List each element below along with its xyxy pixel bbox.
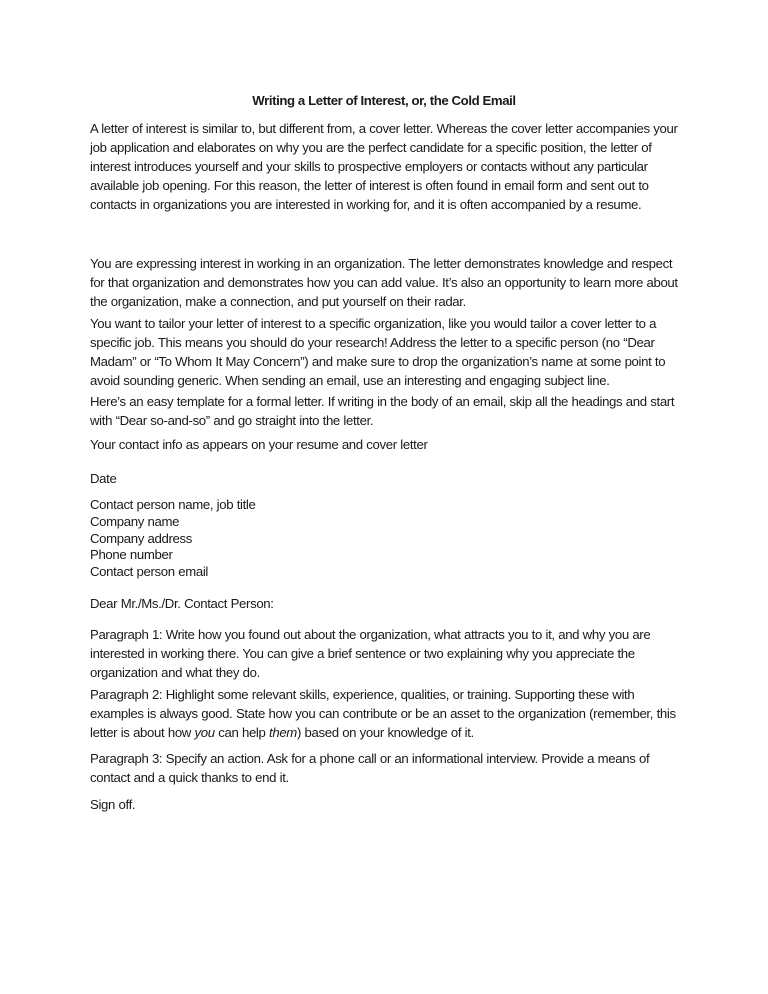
- paragraph-2-emphasis-them: them: [269, 725, 297, 740]
- template-date: Date: [90, 471, 117, 486]
- paragraph-2-text-b: can help: [214, 725, 270, 740]
- intro-paragraph-4: Here’s an easy template for a formal letter. If writing in the body of an email, skip all the headings and start with “Dear so-and-so” and go straight into the letter.: [90, 394, 675, 428]
- template-recipient-block: [90, 497, 680, 581]
- recipient-line-name: Contact person name, job title: [90, 497, 256, 512]
- intro-paragraph-2: You are expressing interest in working in an organization. The letter demonstrates knowledge and respect for that organization and demonstrates how you can add value. It’s also an opportunity to learn more about the organization, make a connection, and put yourself on their radar.: [90, 256, 678, 309]
- template-contact-info: Your contact info as appears on your resume and cover letter: [90, 437, 428, 452]
- recipient-line-company: Company name: [90, 513, 180, 529]
- intro-paragraph-3: You want to tailor your letter of interest to a specific organization, like you would tailor a cover letter to a specific job. This means you should do your research! Address the letter to a specific person (no “Dear Madam” or “To Whom It May Concern”) and make sure to drop the organization’s name at some point to avoid sounding generic. When sending an email, use an interesting and engaging subject line.: [90, 316, 666, 388]
- recipient-line-phone: Phone number: [90, 547, 173, 563]
- recipient-line-address: Company address: [90, 530, 192, 546]
- template-sign-off: Sign off.: [90, 797, 136, 812]
- paragraph-2-text-a: Paragraph 2: Highlight some relevant skills, experience, qualities, or training. Supporting these with examples is always good. State how you can contribute or be an asset to the organization (remember, this letter is about how: [90, 687, 676, 740]
- template-paragraph-1: Paragraph 1: Write how you found out about the organization, what attracts you to it, and why you are interested in working there. You can give a brief sentence or two explaining why you appreciate the organization and what they do.: [90, 627, 651, 680]
- document-title: Writing a Letter of Interest, or, the Cold Email: [252, 93, 516, 108]
- recipient-line-email: Contact person email: [90, 564, 209, 580]
- template-salutation: Dear Mr./Ms./Dr. Contact Person:: [90, 596, 274, 611]
- template-paragraph-2: [90, 685, 680, 742]
- intro-paragraph-1: A letter of interest is similar to, but different from, a cover letter. Whereas the cover letter accompanies your job application and elaborates on why you are the perfect candidate for a specific position, the letter of interest introduces yourself and your skills to prospective employers or contacts without any particular available job opening. For this reason, the letter of interest is often found in email form and sent out to contacts in organizations you are interested in working for, and it is often accompanied by a resume.: [90, 121, 678, 212]
- paragraph-2-text-c: ) based on your knowledge of it.: [296, 725, 474, 740]
- template-paragraph-3: Paragraph 3: Specify an action. Ask for a phone call or an informational interview. Provide a means of contact and a quick thanks to end it.: [90, 751, 650, 785]
- paragraph-2-emphasis-you: you: [194, 725, 215, 740]
